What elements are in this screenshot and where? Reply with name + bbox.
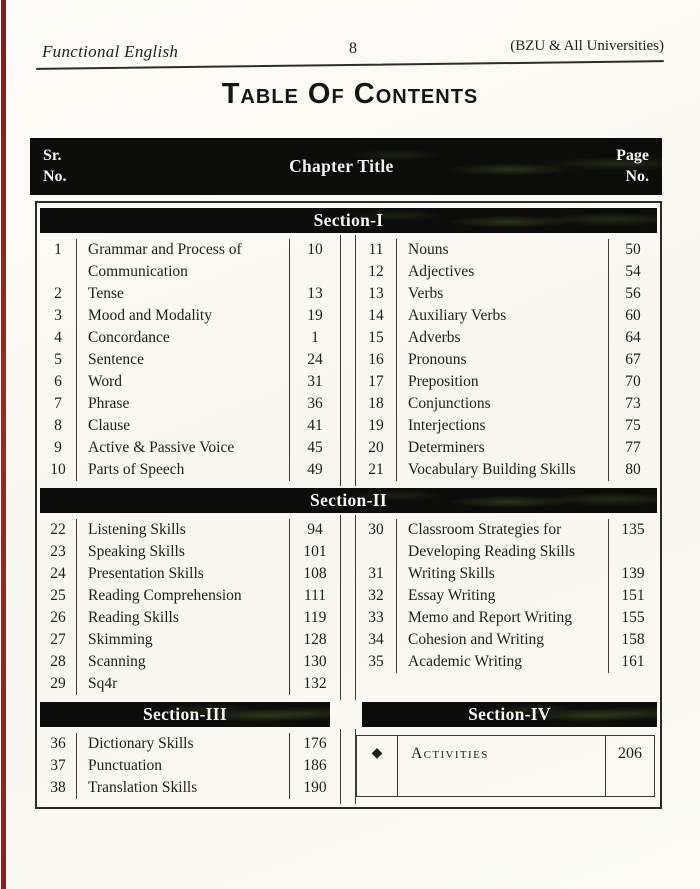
column-divider xyxy=(340,515,356,700)
toc-entry xyxy=(40,541,340,563)
toc-column xyxy=(40,235,340,486)
entry-page: 13 xyxy=(289,283,340,305)
entry-title: Presentation Skills xyxy=(76,563,289,585)
entry-title: Conjunctions xyxy=(396,393,608,415)
toc-entry xyxy=(40,733,340,755)
entry-title: Sentence xyxy=(76,349,289,371)
entry-number: 20 xyxy=(368,439,384,456)
toc-entry xyxy=(40,607,340,629)
entry-title: Cohesion and Writing xyxy=(396,629,608,651)
page-number: 8 xyxy=(349,40,357,57)
toc-column xyxy=(40,729,340,804)
entry-page: 1 xyxy=(289,327,340,349)
entry-title: Writing Skills xyxy=(396,563,608,585)
entry-page: 41 xyxy=(289,415,340,437)
entry-number: 25 xyxy=(50,587,66,604)
entry-number: 10 xyxy=(50,461,66,478)
entry-title: Activities xyxy=(411,745,489,762)
entry-title: Determiners xyxy=(396,437,608,459)
toc-header-bar xyxy=(30,138,662,195)
toc-entry xyxy=(356,651,657,673)
page-edge-red-line xyxy=(1,0,6,889)
section-bars-row xyxy=(40,702,657,727)
column-divider xyxy=(340,235,356,486)
entry-number: 33 xyxy=(368,609,384,626)
toc-column xyxy=(356,235,657,486)
edition-label: (BZU & All Universities) xyxy=(510,38,664,54)
entry-page: 10 xyxy=(289,239,340,283)
entry-number: 24 xyxy=(50,565,66,582)
entry-page: 130 xyxy=(289,651,340,673)
entry-title: Adverbs xyxy=(396,327,608,349)
entry-page: 161 xyxy=(608,651,657,673)
entry-page: 111 xyxy=(289,585,340,607)
section-header: Section-IV xyxy=(362,702,657,727)
column-header-page xyxy=(616,146,649,188)
entry-title: Verbs xyxy=(396,283,608,305)
toc-entry xyxy=(40,393,340,415)
entry-page: 158 xyxy=(608,629,657,651)
entry-page: 50 xyxy=(608,239,657,261)
entry-page: 64 xyxy=(608,327,657,349)
entry-number: 9 xyxy=(54,439,62,456)
toc-columns xyxy=(40,515,657,700)
entry-number: 15 xyxy=(368,329,384,346)
entry-title: Grammar and Process of Communication xyxy=(76,239,289,283)
entry-page: 56 xyxy=(608,283,657,305)
entry-title: Pronouns xyxy=(396,349,608,371)
toc-entry xyxy=(356,239,657,261)
entry-number: 2 xyxy=(54,285,62,302)
entry-page: 101 xyxy=(289,541,340,563)
entry-title: Mood and Modality xyxy=(76,305,289,327)
entry-number: 3 xyxy=(54,307,62,324)
entry-number: 37 xyxy=(50,757,66,774)
entry-title: Punctuation xyxy=(76,755,289,777)
toc-entry xyxy=(40,371,340,393)
entry-page: 128 xyxy=(289,629,340,651)
entry-page: 186 xyxy=(289,755,340,777)
entry-title: Tense xyxy=(76,283,289,305)
toc-entry xyxy=(356,393,657,415)
entry-page: 119 xyxy=(289,607,340,629)
toc-entry xyxy=(40,305,340,327)
toc-entry xyxy=(356,415,657,437)
entry-number: 5 xyxy=(54,351,62,368)
entry-page: 190 xyxy=(289,777,340,799)
entry-page: 36 xyxy=(289,393,340,415)
toc-entry xyxy=(356,283,657,305)
toc-entry xyxy=(356,459,657,481)
toc-entry xyxy=(40,629,340,651)
entry-page: 108 xyxy=(289,563,340,585)
diamond-icon: ◆ xyxy=(357,736,398,796)
entry-title: Listening Skills xyxy=(76,519,289,541)
entry-page: 31 xyxy=(289,371,340,393)
toc-entry xyxy=(40,673,340,695)
toc-entry xyxy=(40,283,340,305)
toc-body xyxy=(35,201,662,809)
toc-entry xyxy=(40,563,340,585)
entry-number: 29 xyxy=(50,675,66,692)
running-head xyxy=(42,40,664,62)
entry-title: Nouns xyxy=(396,239,608,261)
toc-entry xyxy=(356,607,657,629)
toc-title: Table Of Contents xyxy=(221,78,479,110)
toc-entry xyxy=(40,437,340,459)
toc-entry xyxy=(356,371,657,393)
entry-page: 94 xyxy=(289,519,340,541)
toc-entry xyxy=(40,327,340,349)
entry-title: Skimming xyxy=(76,629,289,651)
toc-entry xyxy=(356,563,657,585)
entry-page: 73 xyxy=(608,393,657,415)
entry-page: 45 xyxy=(289,437,340,459)
entry-title: Vocabulary Building Skills xyxy=(396,459,608,481)
entry-number: 22 xyxy=(50,521,66,538)
entry-page: 75 xyxy=(608,415,657,437)
entry-title: Phrase xyxy=(76,393,289,415)
entry-number: 23 xyxy=(50,543,66,560)
toc-columns xyxy=(40,729,657,804)
entry-page: 54 xyxy=(608,261,657,283)
entry-title: Interjections xyxy=(396,415,608,437)
entry-title: Preposition xyxy=(396,371,608,393)
section-header: Section-III xyxy=(40,702,330,727)
entry-number: 1 xyxy=(54,241,62,258)
entry-title: Concordance xyxy=(76,327,289,349)
entry-page: 206 xyxy=(605,736,654,796)
toc-entry xyxy=(356,629,657,651)
column-header-sr xyxy=(43,146,67,188)
column-header-page-line2: No. xyxy=(625,167,649,185)
entry-title: Essay Writing xyxy=(396,585,608,607)
toc-entry xyxy=(40,415,340,437)
column-header-chapter: Chapter Title xyxy=(289,156,394,176)
entry-number: 19 xyxy=(368,417,384,434)
entry-page: 77 xyxy=(608,437,657,459)
entry-number: 36 xyxy=(50,735,66,752)
toc-entry xyxy=(40,651,340,673)
entry-number: 21 xyxy=(368,461,384,478)
entry-number: 14 xyxy=(368,307,384,324)
entry-page: 60 xyxy=(608,305,657,327)
entry-number: 8 xyxy=(54,417,62,434)
entry-number: 16 xyxy=(368,351,384,368)
entry-title: Reading Comprehension xyxy=(76,585,289,607)
entry-number: 34 xyxy=(368,631,384,648)
entry-number: 30 xyxy=(368,521,384,538)
entry-page: 24 xyxy=(289,349,340,371)
entry-title: Scanning xyxy=(76,651,289,673)
entry-page: 176 xyxy=(289,733,340,755)
entry-title: Dictionary Skills xyxy=(76,733,289,755)
toc-entry xyxy=(356,261,657,283)
toc-column xyxy=(356,729,657,804)
entry-page: 19 xyxy=(289,305,340,327)
entry-page: 132 xyxy=(289,673,340,695)
entry-number: 35 xyxy=(368,653,384,670)
entry-number: 32 xyxy=(368,587,384,604)
entry-title: Memo and Report Writing xyxy=(396,607,608,629)
entry-title: Auxiliary Verbs xyxy=(396,305,608,327)
toc-entry xyxy=(40,585,340,607)
entry-title: Adjectives xyxy=(396,261,608,283)
entry-number: 13 xyxy=(368,285,384,302)
toc-entry xyxy=(40,519,340,541)
section-header: Section-I xyxy=(40,208,657,233)
section-header: Section-II xyxy=(40,488,657,513)
entry-number: 28 xyxy=(50,653,66,670)
entry-number: 18 xyxy=(368,395,384,412)
entry-number: 31 xyxy=(368,565,384,582)
entry-page: 155 xyxy=(608,607,657,629)
entry-page: 70 xyxy=(608,371,657,393)
entry-title: Translation Skills xyxy=(76,777,289,799)
entry-title: Sq4r xyxy=(76,673,289,695)
toc-columns xyxy=(40,235,657,486)
column-divider xyxy=(340,729,356,804)
entry-title: Speaking Skills xyxy=(76,541,289,563)
entry-number: 4 xyxy=(54,329,62,346)
entry-title: Academic Writing xyxy=(396,651,608,673)
toc-entry xyxy=(40,777,340,799)
entry-title: Reading Skills xyxy=(76,607,289,629)
toc-entry xyxy=(40,239,340,283)
entry-page: 49 xyxy=(289,459,340,481)
entry-title: Clause xyxy=(76,415,289,437)
entry-title: Classroom Strategies for Developing Reading Skills xyxy=(396,519,608,563)
toc-entry xyxy=(40,459,340,481)
entry-number: 17 xyxy=(368,373,384,390)
toc-entry xyxy=(356,585,657,607)
entry-page: 139 xyxy=(608,563,657,585)
entry-title: Parts of Speech xyxy=(76,459,289,481)
section-bar-gap xyxy=(330,702,362,727)
entry-page: 67 xyxy=(608,349,657,371)
entry-page: 80 xyxy=(608,459,657,481)
toc-entry xyxy=(356,305,657,327)
toc-column xyxy=(40,515,340,700)
column-header-sr-line2: No. xyxy=(43,167,67,185)
entry-number: 27 xyxy=(50,631,66,648)
entry-number: 6 xyxy=(54,373,62,390)
entry-number: 12 xyxy=(368,263,384,280)
entry-number: 7 xyxy=(54,395,62,412)
toc-entry xyxy=(356,349,657,371)
toc-column xyxy=(356,515,657,700)
entry-number: 38 xyxy=(50,779,66,796)
entry-number: 26 xyxy=(50,609,66,626)
book-title: Functional English xyxy=(42,42,179,61)
column-header-sr-line1: Sr. xyxy=(43,146,62,164)
entry-title: Active & Passive Voice xyxy=(76,437,289,459)
toc-entry xyxy=(40,349,340,371)
toc-table xyxy=(30,138,662,809)
entry-number: 11 xyxy=(368,241,384,258)
toc-entry xyxy=(356,327,657,349)
column-header-page-line1: Page xyxy=(616,146,649,164)
activities-box xyxy=(356,735,655,797)
entry-title: Word xyxy=(76,371,289,393)
toc-entry xyxy=(40,755,340,777)
toc-entry xyxy=(356,519,657,563)
entry-page: 151 xyxy=(608,585,657,607)
entry-page: 135 xyxy=(608,519,657,563)
toc-entry xyxy=(356,437,657,459)
